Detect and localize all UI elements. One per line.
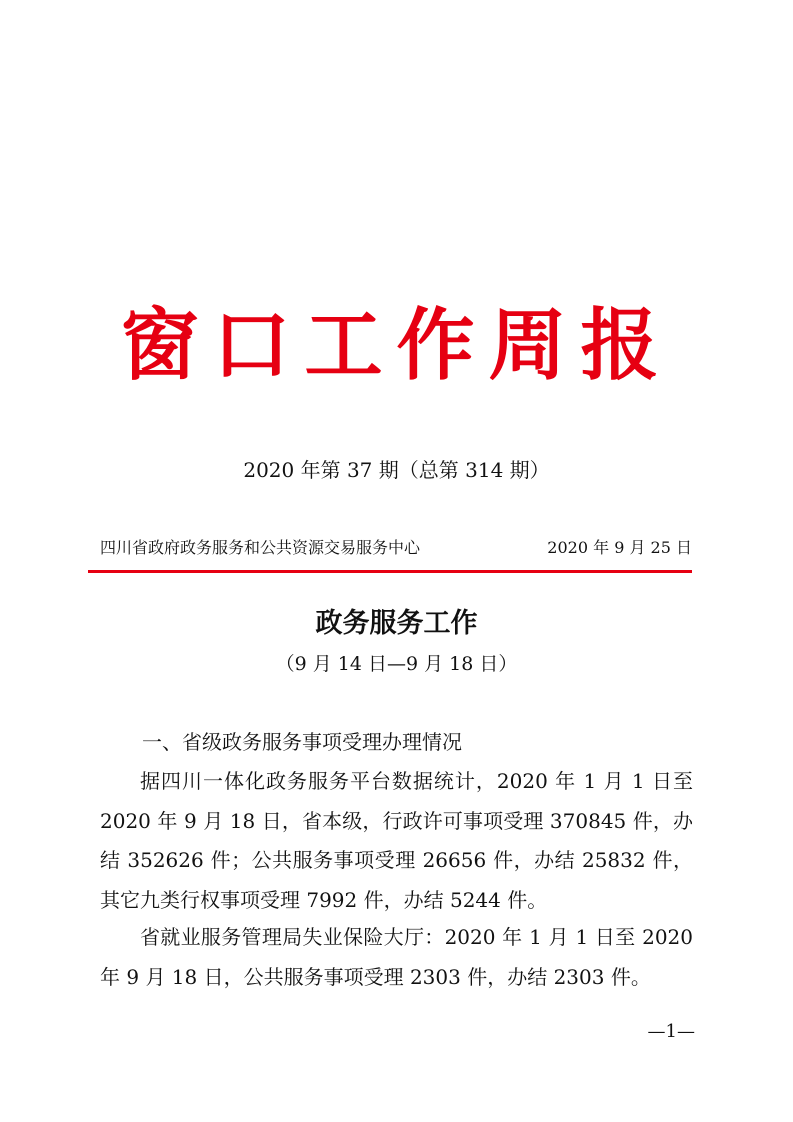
issue-date: 2020 年 9 月 25 日 (547, 538, 692, 557)
document-header (100, 535, 692, 561)
issue-number: 2020 年第 37 期（总第 314 期） (243, 458, 550, 482)
masthead-title: 窗口工作周报 (120, 300, 673, 391)
body-paragraph-1: 据四川一体化政务服务平台数据统计，2020 年 1 月 1 日至 2020 年 9 月 18 日，省本级，行政许可事项受理 370845 件，办结 352626 件；公共服务事项受理 26656 件，办结 25832 件，其它九类行权事项受理 7992 件，办结 5244 件。 (100, 769, 693, 912)
body-paragraph-2: 省就业服务管理局失业保险大厅：2020 年 1 月 1 日至 2020 年 9 月 18 日，公共服务事项受理 2303 件，办结 2303 件。 (100, 925, 693, 989)
section-heading: 一、省级政务服务事项受理办理情况 (142, 730, 462, 754)
section-title: 政务服务工作 (315, 608, 478, 639)
page-number: —1— (647, 1021, 695, 1042)
red-divider-line (88, 570, 692, 573)
issuing-organization: 四川省政府政务服务和公共资源交易服务中心 (100, 538, 421, 557)
reporting-period: （9 月 14 日—9 月 18 日） (275, 653, 518, 675)
